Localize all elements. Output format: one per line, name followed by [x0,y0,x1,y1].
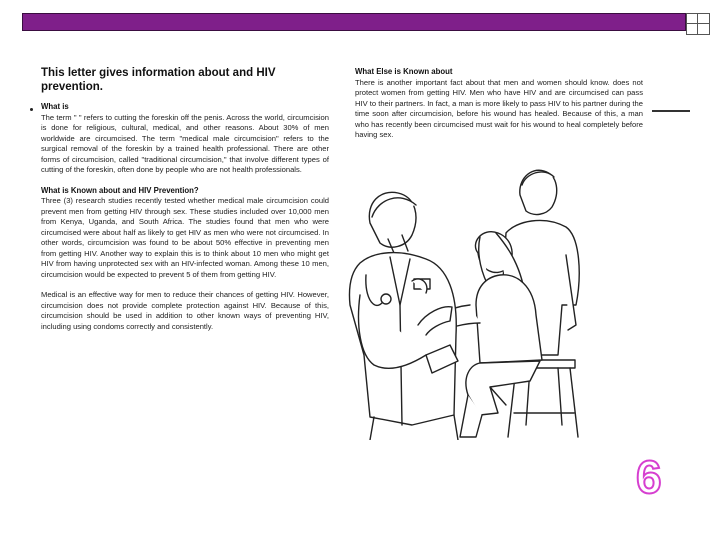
doctor-with-couple-illustration [330,155,590,440]
slide-number: 6 [636,451,662,503]
section-title-what-else: What Else is Known about [355,67,453,76]
section-body-what-else: There is another important fact about that men and women should know. does not protect women from getting HIV. Men who have HIV and are circumcised can pass HIV to their partners. In fact, a man is more likely to pass HIV to his partner during the time soon after circumcision, before his wound has healed. Because of this, a man who has recently been circumcised must wait for his wound to heal completely before having sex. [355,77,643,139]
letter-right-column [355,67,643,151]
letter-left-column [41,66,329,342]
section-body-known-about: Three (3) research studies recently tested whether medical male circumcision could prevent men from getting HIV through sex. These studies included over 10,000 men from Kenya, Uganda, and South Africa. The studies found that men who were circumcised were about half as likely to get HIV as men who were not circumcised. In other words, circumcision was found to be about 50% effective in preventing men from getting HIV. Another way to explain this is to think about 10 men who might get HIV from having unprotected sex with an HIV-infected woman. Among these 10 men, circumcision would be expected to prevent 5 of them from getting HIV. [41,196,329,279]
title-bar [22,13,686,31]
section-title-what-is: What is [41,102,69,111]
divider-line [652,110,690,112]
section-title-known-about: What is Known about and HIV Prevention? [41,185,199,195]
corner-grid-decoration [686,13,710,35]
section-body-effective: Medical is an effective way for men to reduce their chances of getting HIV. However, circumcision does not provide complete protection against HIV. Because of this, circumcision should be used in addition to other known ways of preventing HIV, including using condoms correctly and consistently. [41,290,329,331]
section-body-what-is: The term " " refers to cutting the foreskin off the penis. Across the world, circumcision is done for religious, cultural, medical, and other reasons. About 30% of men worldwide are circumcised. The term "medical male circumcision" refers to the surgical removal of the foreskin by a trained health professional. There are other forms of circumcision, called "traditional circumcision," that involve different types of cutting of the foreskin, often done by people who are not health professionals. [41,112,329,174]
bullet-dot [30,108,33,111]
letter-heading: This letter gives information about and HIV prevention. [41,67,276,93]
